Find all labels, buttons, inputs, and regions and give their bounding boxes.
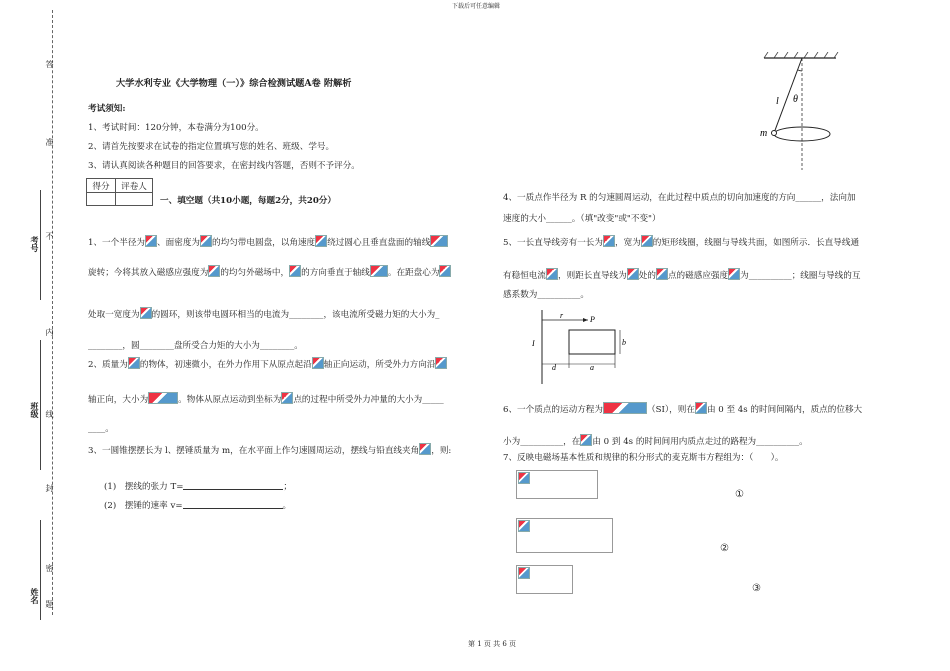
cut-mark: 线 [45, 410, 54, 418]
q2-text: 。物体从原点运动到坐标为 [178, 395, 282, 405]
q5-text: 为__________；线圈与导线的互 [740, 271, 861, 281]
formula-image [128, 357, 140, 369]
header-note: 下载后可任意编辑 [452, 3, 501, 10]
section-heading: 一、填空题（共10小题，每题2分，共20分） [160, 196, 336, 206]
q3-text: ，则: [431, 446, 452, 456]
kaohao-line [40, 190, 41, 300]
q5-text: 处的 [638, 271, 656, 281]
q1-text: 绕过圆心且垂直盘面的轴线 [327, 238, 431, 248]
score-label: 得分 [87, 179, 116, 193]
fig-d-label: d [552, 363, 556, 372]
cut-mark: 不 [45, 232, 54, 240]
equation-image-box [516, 565, 573, 594]
pendulum-mass-label: m [760, 128, 768, 139]
q5-text: ，宽为 [615, 238, 641, 248]
q1-text: 的均匀外磁场中， [220, 268, 290, 278]
pendulum-length-label: l [776, 96, 779, 107]
q3-text: 3、一圆锥摆摆长为 l、摆锤质量为 m，在水平面上作匀速圆周运动，摆线与铅直线夹角 [88, 446, 420, 456]
formula-image [200, 235, 212, 247]
q5-text: 点的磁感应强度 [667, 271, 729, 281]
q1-text: 旋转；今将其放入磁感应强度为 [88, 268, 209, 278]
cut-mark: 密 [45, 564, 54, 572]
notice-heading: 考试须知: [88, 104, 126, 114]
formula-image [140, 307, 152, 319]
fig-a-label: a [590, 363, 594, 372]
q7-text: 7、反映电磁场基本性质和规律的积分形式的麦克斯韦方程组为：（ ）。 [503, 453, 784, 463]
cut-mark: 答 [45, 60, 54, 68]
cut-mark: 题 [45, 600, 54, 608]
formula-image [208, 265, 220, 277]
q6-line1 [503, 402, 862, 416]
xingming-label: 姓名 [30, 588, 40, 604]
formula-image [518, 472, 530, 484]
q1-line4: ________，圆________盘所受合力矩的大小为________。 [88, 341, 303, 351]
q1-line3 [88, 307, 439, 321]
formula-image [518, 567, 530, 579]
q6-text: （SI），则在 [647, 405, 695, 415]
wire-loop-figure [530, 308, 640, 386]
q5-line3: 感系数为__________。 [503, 290, 589, 300]
formula-image [145, 235, 157, 247]
q6-line2 [503, 434, 808, 448]
q2-line1 [88, 357, 447, 371]
formula-image [627, 268, 639, 280]
formula-image [546, 268, 558, 280]
formula-image [430, 235, 448, 247]
score-box [86, 178, 153, 206]
q1-text: 的方向垂直于轴线 [301, 268, 370, 278]
kaohao-label: 考号 [30, 236, 40, 252]
q3-sub2 [104, 501, 291, 512]
answer-blank[interactable] [183, 489, 283, 490]
binding-cut-line [52, 10, 53, 615]
formula-image [728, 268, 740, 280]
q3-sub1 [104, 482, 292, 493]
formula-image [281, 392, 293, 404]
answer-blank[interactable] [183, 508, 283, 509]
q5-text: 5、一长直导线旁有一长为 [503, 238, 603, 248]
q5-text: 有稳恒电流 [503, 271, 546, 281]
q3-sub1-end: ； [283, 482, 293, 492]
q1-line1 [88, 235, 448, 249]
q2-text: 点的过程中所受外力冲量的大小为_____ [293, 395, 444, 405]
fig-p-label: P [590, 315, 595, 324]
q6-text: 小为__________，在 [503, 437, 581, 447]
q3-line1 [88, 443, 451, 457]
banji-label: 班级 [30, 402, 40, 418]
equation-number: ① [735, 489, 744, 500]
conical-pendulum-figure [750, 52, 850, 172]
formula-image [518, 520, 530, 532]
q5-line2 [503, 268, 860, 282]
formula-image [656, 268, 668, 280]
q3-sub2-label: (2) 摆锤的速率 v= [104, 501, 183, 511]
q1-text: 处取一宽度为 [88, 310, 140, 320]
pendulum-angle-label: θ [793, 94, 798, 105]
q1-text: 的均匀带电圆盘，以角速度 [212, 238, 316, 248]
q1-text: 的圆环，则该带电圆环相当的电流为________，该电流所受磁力矩的大小为_ [151, 310, 440, 320]
q2-text: 轴正向运动，所受外力方向沿 [323, 360, 436, 370]
formula-image [603, 235, 615, 247]
formula-image [370, 265, 388, 277]
q6-text: 由 0 到 4s 的时间间用内质点走过的路程为__________。 [592, 437, 808, 447]
xingming-line [40, 520, 41, 620]
score-cell[interactable] [87, 193, 116, 206]
formula-image [148, 392, 178, 404]
q5-text: 的矩形线圈，线圈与导线共面，如图所示．长直导线通 [652, 238, 860, 248]
q2-text: 的物体，初速微小，在外力作用下从原点起沿 [139, 360, 312, 370]
notice-item: 2、请首先按要求在试卷的指定位置填写您的姓名、班级、学号。 [88, 142, 335, 152]
formula-image [435, 357, 447, 369]
formula-image [695, 402, 707, 414]
q2-line3: ____。 [88, 424, 114, 434]
notice-item: 3、请认真阅读各种题目的回答要求，在密封线内答题，否则不予评分。 [88, 161, 360, 171]
equation-number: ③ [752, 583, 761, 594]
grader-cell[interactable] [116, 193, 153, 206]
q5-line1 [503, 235, 859, 249]
q6-text: 6、一个质点的运动方程为 [503, 405, 603, 415]
formula-image [439, 265, 451, 277]
formula-image [419, 443, 431, 455]
formula-image [603, 402, 647, 414]
q3-sub2-end: 。 [282, 501, 292, 511]
formula-image [315, 235, 327, 247]
q6-text: 由 0 至 4s 的时间间隔内，质点的位移大 [706, 405, 863, 415]
formula-image [641, 235, 653, 247]
q1-line2 [88, 265, 451, 279]
formula-image [312, 357, 324, 369]
notice-item: 1、考试时间：120分钟，本卷满分为100分。 [88, 123, 264, 133]
equation-image-box [516, 518, 613, 553]
equation-number: ② [720, 543, 729, 554]
q1-text: 、面密度为 [157, 238, 201, 248]
q4-line2: 速度的大小______。（填"改变"或"不变"） [503, 214, 661, 224]
formula-image [580, 434, 592, 446]
equation-image-box [516, 470, 598, 499]
q2-text: 2、质量为 [88, 360, 128, 370]
q5-text: ，则距长直导线为 [557, 271, 627, 281]
cut-mark: 封 [45, 484, 54, 492]
cut-mark: 内 [45, 328, 54, 336]
formula-image [289, 265, 301, 277]
banji-line [40, 340, 41, 470]
q1-text: 1、一个半径为 [88, 238, 146, 248]
q1-text: 。在距盘心为 [387, 268, 440, 278]
q3-sub1-label: (1) 摆线的张力 T= [104, 482, 184, 492]
q2-text: 轴正向，大小为 [88, 395, 149, 405]
fig-r-label: r [560, 311, 564, 320]
cut-mark: 准 [45, 138, 54, 146]
page-title: 大学水利专业《大学物理（一）》综合检测试题A卷 附解析 [116, 78, 352, 89]
page-footer: 第 1 页 共 6 页 [468, 640, 517, 648]
q2-line2 [88, 392, 444, 406]
fig-b-label: b [622, 338, 626, 347]
fig-i-label: I [532, 339, 535, 348]
q4-line1: 4、一质点作半径为 R 的匀速圆周运动，在此过程中质点的切向加速度的方向______，法向加 [503, 193, 856, 203]
grader-label: 评卷人 [116, 179, 153, 193]
